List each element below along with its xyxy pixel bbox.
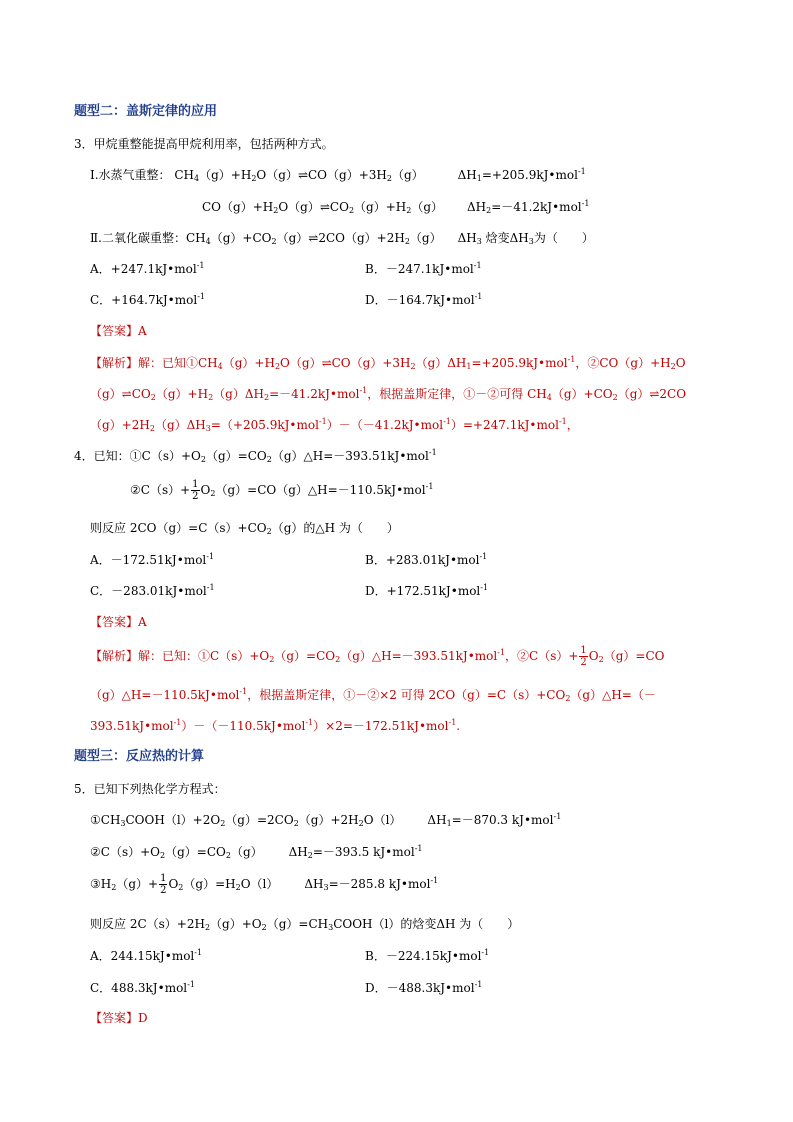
q4-option-a[interactable]: A．－172.51kJ•mol$^{-1}$ [90, 552, 215, 567]
q5-option-c[interactable]: C．488.3kJ•mol$^{-1}$ [90, 980, 195, 995]
fraction-half: $\frac{1}{2}$ [160, 873, 167, 896]
q4-eq2: ②C（s）+ $\frac{1}{2}$ $O_2(g)=CO(g)\triangle H=-110.5kJ•mol^{-1}$ [130, 479, 434, 502]
q5-eq3: $③H_2(g)+$ $\frac{1}{2}$ $O_2(g)=H_2O(l)$ $\Delta H_3=-285.8$ kJ•mol$^{-1}$ [90, 873, 439, 896]
q3-stem: 3．甲烷重整能提高甲烷利用率，包括两种方式。 [74, 137, 334, 151]
q5-option-d[interactable]: D．－488.3kJ•mol$^{-1}$ [365, 980, 483, 995]
section-title-3: 题型三：反应热的计算 [74, 749, 205, 764]
q3-explanation-line2: $(g)\rightleftharpoons CO_2(g)+H_2(g)\Delta H_2=-41.2kJ•mol^{-1}$，根据盖斯定律，①－②可得 $CH_4(g)+CO_2(g)\rightleftharpoons 2CO$ [90, 386, 687, 402]
q3-eq2: $CO(g)+H_2O(g)\rightleftharpoons CO_2(g)+H_2(g)$ $\Delta H_2=-41.2kJ•mol^{-1}$ [202, 199, 590, 215]
q4-answer: 【答案】A [90, 615, 147, 629]
q3-option-c[interactable]: C．+164.7kJ•mol$^{-1}$ [90, 292, 205, 307]
q3-eq3: Ⅱ.二氧化碳重整：$CH_4(g)+CO_2(g)\rightleftharpoons 2CO(g)+2H_2(g)$ $\Delta H_3$ 焓变$\Delta H_3$为（ ） [90, 231, 594, 246]
q3-option-b[interactable]: B．－247.1kJ•mol$^{-1}$ [365, 261, 482, 276]
q3-explanation-line1: 【解析】解：已知$①CH_4(g)+H_2O(g)\rightleftharpoons CO(g)+3H_2(g)\Delta H_1=+205.9kJ•mol^{-1}$，$②CO(g)+H_2O$ [90, 355, 686, 371]
q4-option-d[interactable]: D．+172.51kJ•mol$^{-1}$ [365, 583, 489, 598]
q4-option-c[interactable]: C．－283.01kJ•mol$^{-1}$ [90, 583, 215, 598]
q5-option-b[interactable]: B．－224.15kJ•mol$^{-1}$ [365, 948, 490, 963]
q4-stem: 则反应 $2CO(g)=C(s)+CO_2(g)$的△H 为（ ） [90, 521, 399, 536]
fraction-half: $\frac{1}{2}$ [192, 479, 199, 502]
q5-eq2: $②C(s)+O_2(g)=CO_2(g)$ $\Delta H_2=-393.5$ kJ•mol$^{-1}$ [90, 844, 423, 860]
q4-explanation-line2: （g）△H=－110.5kJ•mol$^{-1}$，根据盖斯定律，①－②×2 可得 $2CO(g)=C(s)+CO_2(g)\triangle H=(-$ [90, 687, 656, 703]
q3-option-a[interactable]: A．+247.1kJ•mol$^{-1}$ [90, 261, 205, 276]
q3-answer: 【答案】A [90, 324, 147, 338]
q4-eq1: 4．已知：$①C(s)+O_2(g)=CO_2(g)\triangle H=-393.51kJ•mol^{-1}$ [74, 448, 437, 464]
q5-option-a[interactable]: A．244.15kJ•mol$^{-1}$ [90, 948, 203, 963]
q4-option-b[interactable]: B．+283.01kJ•mol$^{-1}$ [365, 552, 488, 567]
q5-eq1: $①CH_3COOH(l)+2O_2(g)=2CO_2(g)+2H_2O(l)$ $\Delta H_1=-870.3$ kJ•mol$^{-1}$ [90, 812, 562, 828]
q3-explanation-line3: $(g)+2H_2(g)\Delta H_3=(+205.9kJ•mol^{-1})-(-41.2kJ•mol^{-1})=+247.1kJ•mol^{-1}$， [90, 417, 579, 433]
q5-question: 则反应 $2C(s)+2H_2(g)+O_2(g)=CH_3COOH(l)$的焓变ΔH 为（ ） [90, 917, 520, 932]
q3-option-d[interactable]: D．－164.7kJ•mol$^{-1}$ [365, 292, 483, 307]
q5-answer: 【答案】D [90, 1011, 148, 1025]
q4-explanation-line3: 393.51kJ•mol$^{-1}$）－（－110.5kJ•mol$^{-1}$）×2=－172.51kJ•mol$^{-1}$. [90, 718, 461, 733]
q5-stem: 5．已知下列热化学方程式： [74, 782, 226, 796]
q4-explanation-line1: 【解析】解：已知：$①C(s)+O_2(g)=CO_2(g)\triangle H=-393.51kJ•mol^{-1}$，②C（s）+ $\frac{1}{2}$ $O_2(g)=CO$ [90, 645, 665, 668]
section-title-2: 题型二：盖斯定律的应用 [74, 104, 218, 119]
fraction-half: $\frac{1}{2}$ [580, 645, 587, 668]
q3-eq1: Ⅰ.水蒸气重整： $CH_4(g)+H_2O(g)\rightleftharpoons CO(g)+3H_2(g)$ $\Delta H_1=+205.9kJ•mol^{-1}$ [90, 167, 586, 183]
